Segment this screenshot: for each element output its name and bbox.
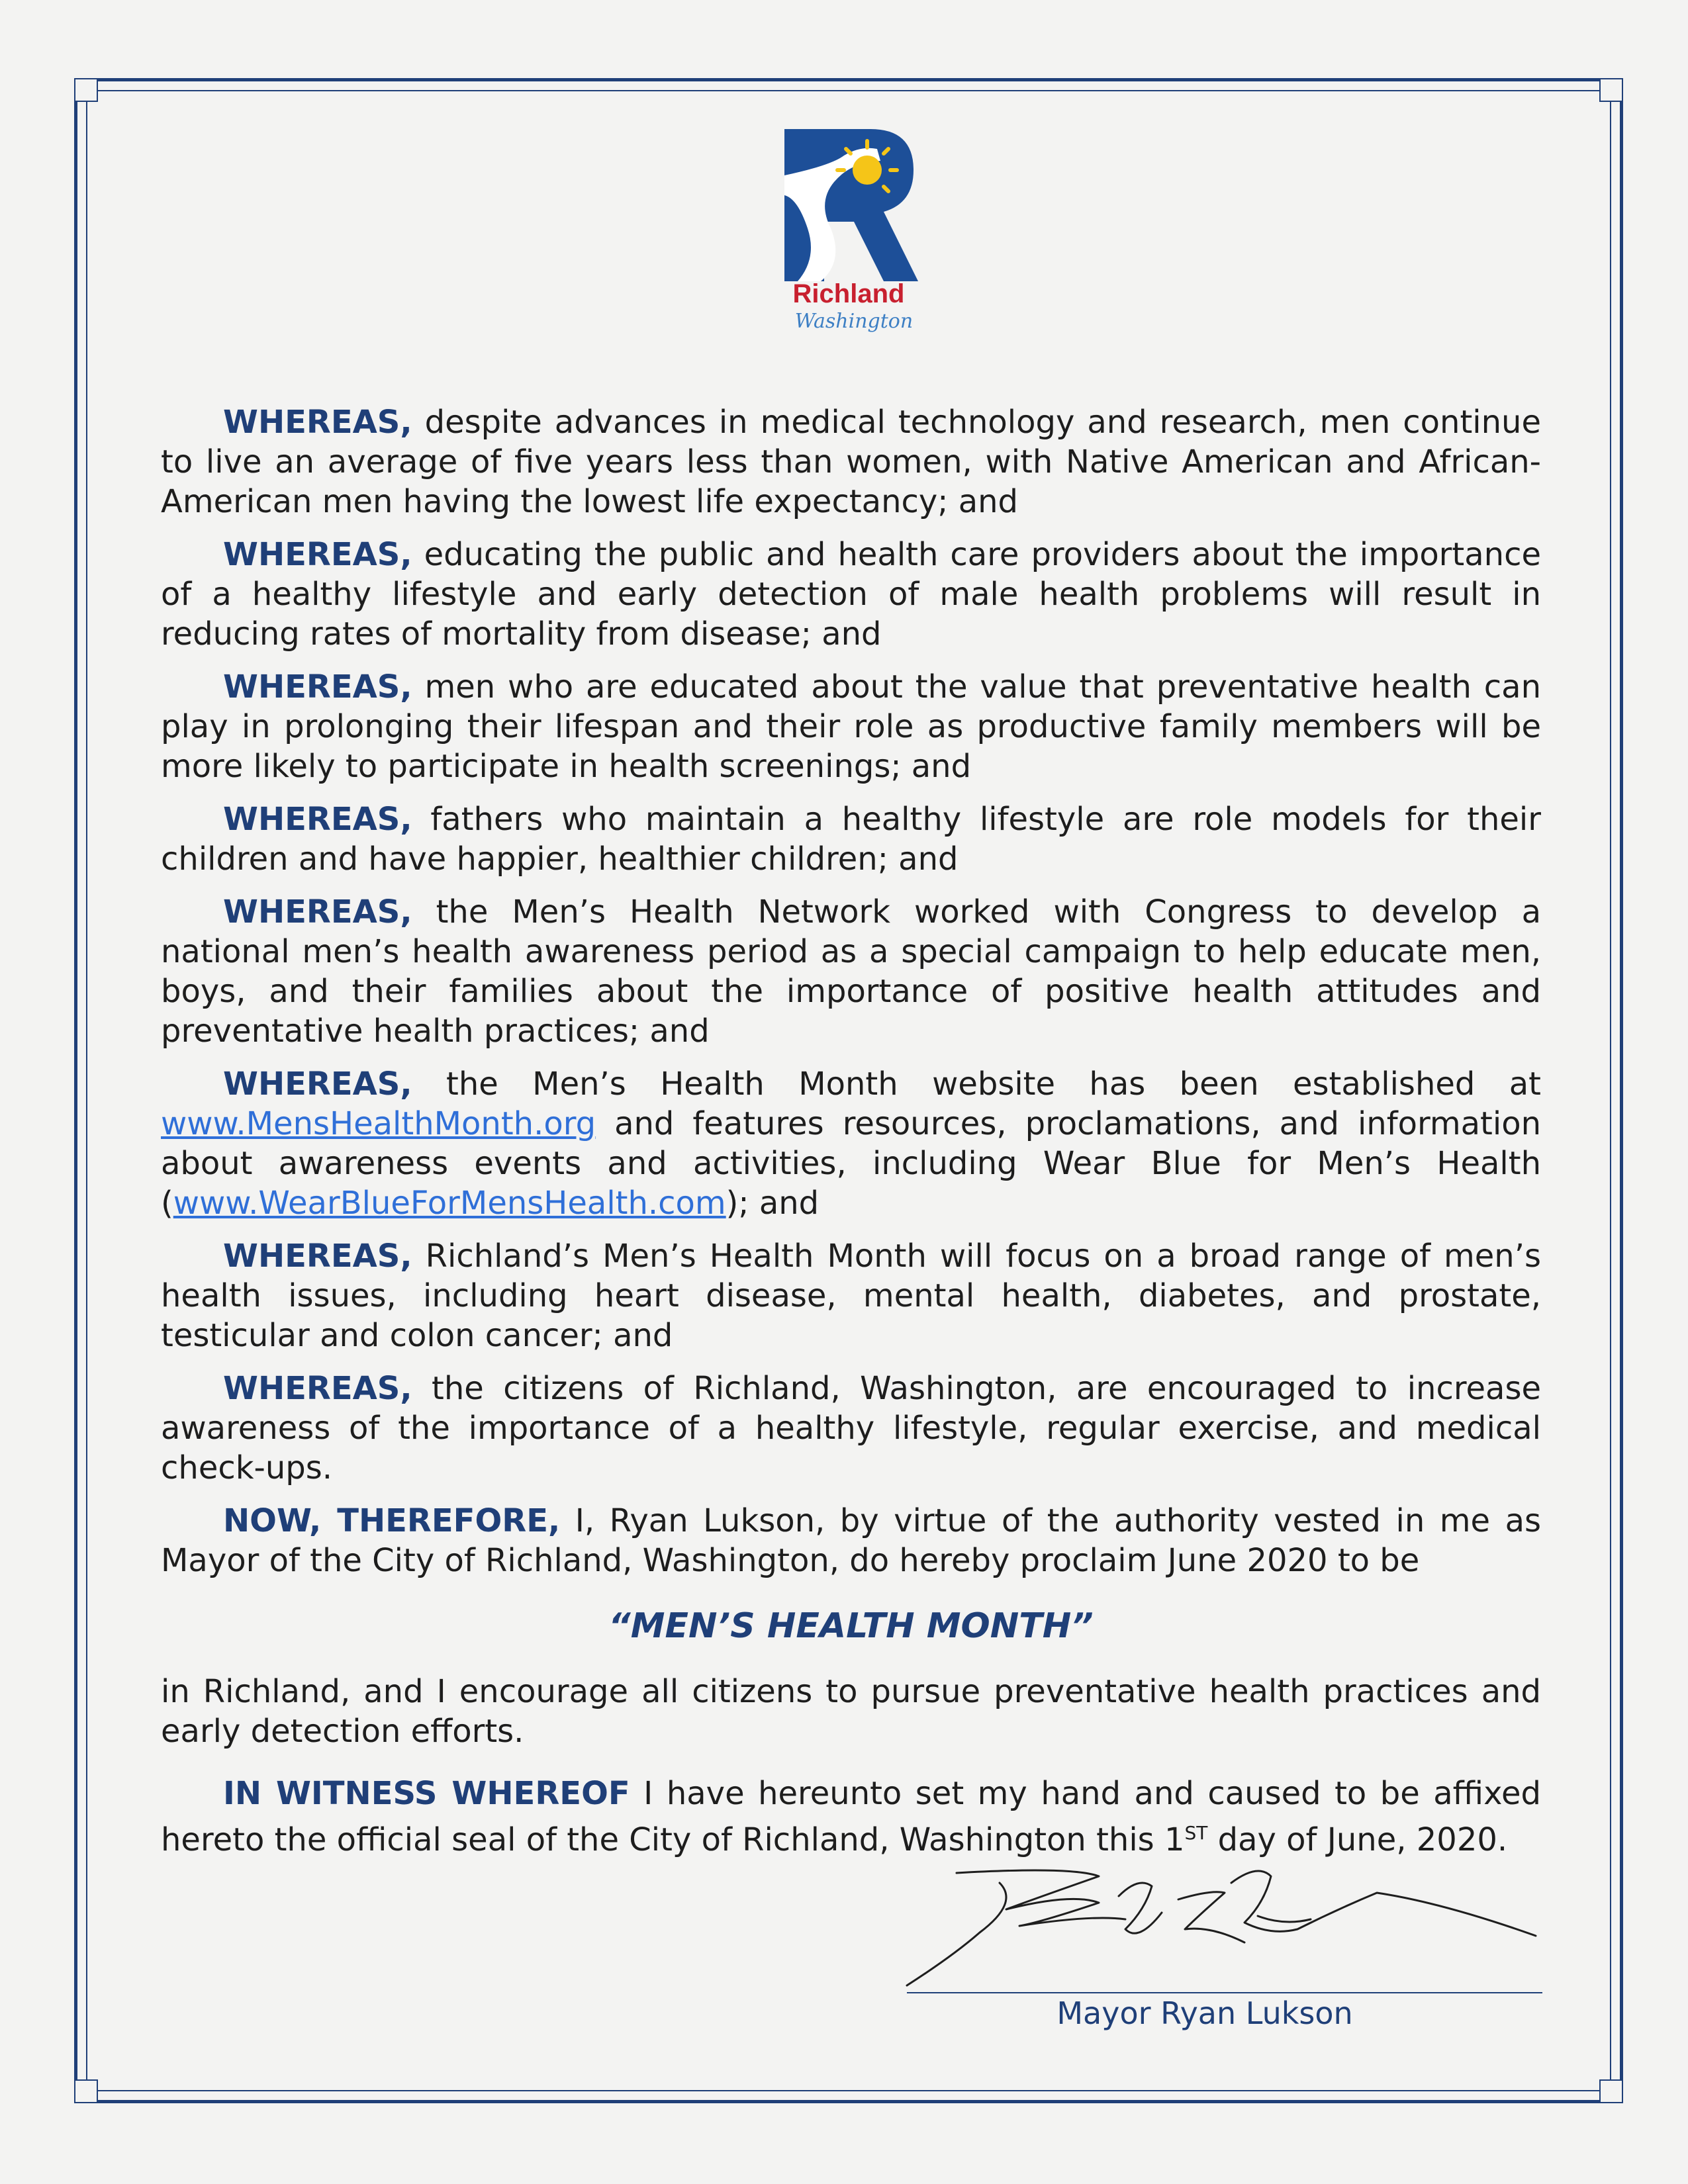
whereas-paragraph-6: [161, 1064, 1541, 1223]
paragraph-keyword: WHEREAS,: [223, 1370, 412, 1407]
proclamation-title: “MEN’S HEALTH MONTH”: [608, 1606, 1094, 1646]
border-corner-bottom-left: [74, 2079, 98, 2103]
whereas-paragraph-4: [161, 799, 1541, 879]
whereas-paragraph-3: [161, 667, 1541, 786]
paragraph-text: the Men’s Health Network worked with Congress to develop a national men’s health awareness period as a special campaign to help educate men, boys, and their families about the importance of positive health attitudes and preventative health practices; and: [161, 893, 1541, 1050]
richland-logo: [771, 129, 927, 347]
whereas-paragraph-5: [161, 892, 1541, 1051]
paragraph-text: fathers who maintain a healthy lifestyle are role models for their children and have happier, healthier children; and: [161, 801, 1541, 878]
signer-name: Mayor Ryan Lukson: [1056, 1995, 1353, 2031]
proclamation-body: [161, 402, 1541, 1873]
now-therefore-paragraph: [161, 1501, 1541, 1580]
ordinal-suffix: ST: [1184, 1822, 1208, 1844]
paragraph-keyword: NOW, THEREFORE,: [223, 1502, 561, 1539]
paragraph-text: I, Ryan Lukson, by virtue of the authority vested in me as Mayor of the City of Richland, Washington, do hereby proclaim June 2020 to be: [161, 1502, 1541, 1579]
whereas-paragraph-8: [161, 1369, 1541, 1488]
whereas-paragraph-7: [161, 1236, 1541, 1355]
mayor-signature: [900, 1863, 1549, 2002]
paragraph-keyword: WHEREAS,: [223, 893, 412, 931]
paragraph-text: and features resources, proclamations, and information about awareness events and activities, including Wear Blue for Men’s Health (: [161, 1105, 1541, 1222]
paragraph-text: Richland’s Men’s Health Month will focus on a broad range of men’s health issues, including heart disease, mental health, diabetes, and prostate, testicular and colon cancer; and: [161, 1238, 1541, 1354]
paragraph-keyword: IN WITNESS WHEREOF: [223, 1775, 630, 1812]
mens-health-month-link[interactable]: www.MensHealthMonth.org: [161, 1105, 596, 1142]
paragraph-text: the Men’s Health Month website has been established at: [412, 1066, 1541, 1103]
paragraph-keyword: WHEREAS,: [223, 1238, 412, 1275]
border-corner-top-left: [74, 78, 98, 102]
paragraph-text: I have hereunto set my hand and caused to be affixed hereto the official seal of the City of Richland, Washington this 1: [161, 1775, 1542, 1858]
paragraph-keyword: WHEREAS,: [223, 1066, 412, 1103]
border-corner-top-right: [1599, 78, 1623, 102]
paragraph-text: despite advances in medical technology and research, men continue to live an average of five years less than women, with Native American and African-American men having the lowest life expectancy; and: [161, 404, 1541, 520]
logo-city-name: Richland: [792, 279, 905, 308]
whereas-paragraph-2: [161, 535, 1541, 654]
paragraph-keyword: WHEREAS,: [223, 404, 412, 441]
paragraph-keyword: WHEREAS,: [223, 668, 412, 705]
border-corner-bottom-right: [1599, 2079, 1623, 2103]
witness-paragraph: [161, 1774, 1541, 1860]
paragraph-text: the citizens of Richland, Washington, are encouraged to increase awareness of the importance of a healthy lifestyle, regular exercise, and medical check-ups.: [161, 1370, 1541, 1486]
paragraph-text: ); and: [726, 1185, 820, 1222]
paragraph-keyword: WHEREAS,: [223, 536, 412, 573]
paragraph-keyword: WHEREAS,: [223, 801, 412, 838]
paragraph-text: men who are educated about the value that preventative health can play in prolonging their lifespan and their role as productive family members will be more likely to participate in health screenings; and: [161, 668, 1541, 785]
paragraph-text: educating the public and health care providers about the importance of a healthy lifestyle and early detection of male health problems will result in reducing rates of mortality from disease; and: [161, 536, 1541, 653]
wear-blue-link[interactable]: www.WearBlueForMensHealth.com: [173, 1185, 726, 1222]
paragraph-text: day of June, 2020.: [1207, 1821, 1508, 1858]
logo-state-name: Washington: [794, 310, 914, 333]
whereas-paragraph-1: [161, 402, 1541, 522]
closing-paragraph: in Richland, and I encourage all citizens to pursue preventative health practices and early detection efforts.: [161, 1673, 1541, 1750]
